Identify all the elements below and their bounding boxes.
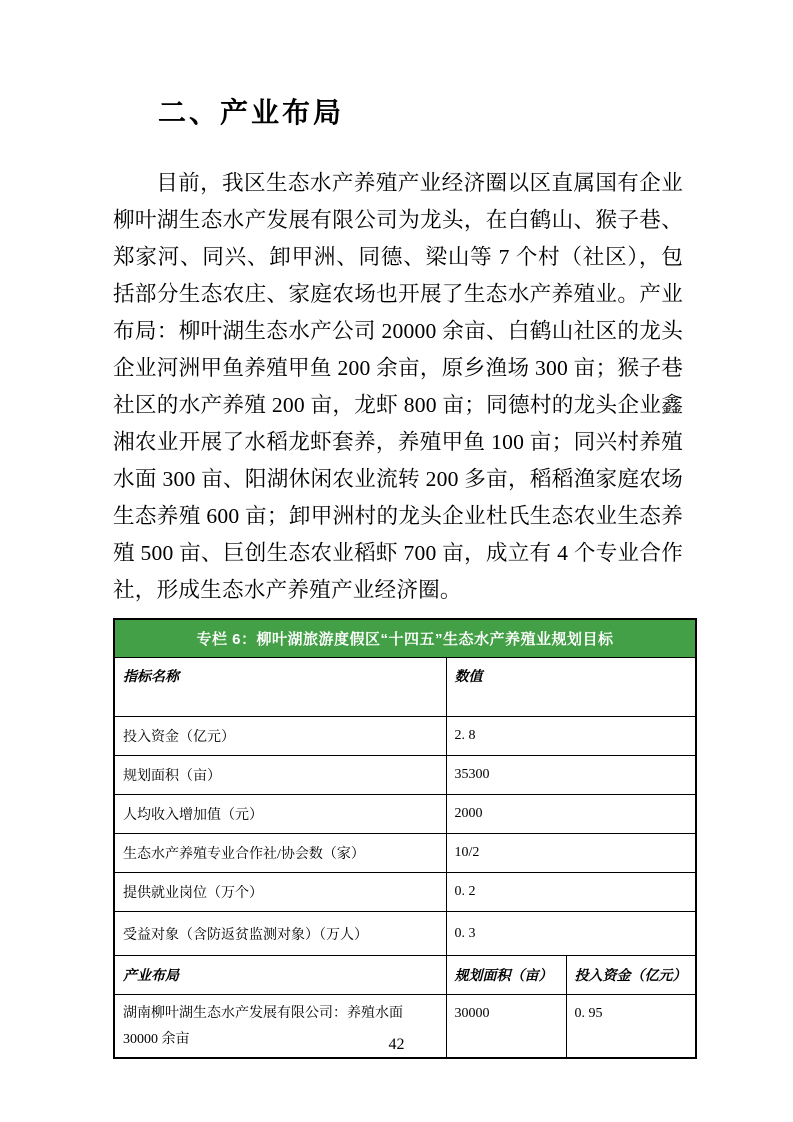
table-row	[114, 717, 696, 756]
indicator-name: 受益对象（含防返贫监测对象）（万人）	[114, 912, 446, 956]
indicator-name: 规划面积（亩）	[114, 756, 446, 795]
table-row	[114, 912, 696, 956]
part2-header-row	[114, 956, 696, 995]
section-heading: 二、产业布局	[158, 96, 345, 129]
column-header-layout: 产业布局	[114, 956, 446, 995]
column-header-indicator: 指标名称	[114, 658, 446, 717]
indicator-value: 2000	[446, 795, 696, 834]
indicator-name: 投入资金（亿元）	[114, 717, 446, 756]
plan-table	[113, 618, 697, 1059]
indicator-value: 35300	[446, 756, 696, 795]
table-row	[114, 873, 696, 912]
document-page	[113, 0, 695, 1059]
area-value: 30000	[446, 995, 566, 1059]
part1-header-row	[114, 658, 696, 717]
body-paragraph: 目前，我区生态水产养殖产业经济圈以区直属国有企业柳叶湖生态水产发展有限公司为龙头，在白鹤山、猴子巷、郑家河、同兴、卸甲洲、同德、梁山等 7 个村（社区），包括部分生态农庄、家庭农场也开展了生态水产养殖业。产业布局：柳叶湖生态水产公司 20000 余亩、白鹤山社区的龙头企业河洲甲鱼养殖甲鱼 200 余亩，原乡渔场 300 亩；猴子巷社区的水产养殖 200 亩，龙虾 800 亩；同德村的龙头企业鑫湘农业开展了水稻龙虾套养，养殖甲鱼 100 亩；同兴村养殖水面 300 亩、阳湖休闲农业流转 200 多亩，稻稻渔家庭农场生态养殖 600 亩；卸甲洲村的龙头企业杜氏生态农业生态养殖 500 亩、巨创生态农业稻虾 700 亩，成立有 4 个专业合作社，形成生态水产养殖产业经济圈。	[113, 171, 683, 602]
indicator-name: 人均收入增加值（元）	[114, 795, 446, 834]
indicator-value: 10/2	[446, 834, 696, 873]
column-header-funding: 投入资金（亿元）	[566, 956, 696, 995]
table-banner-title: 专栏 6：柳叶湖旅游度假区“十四五”生态水产养殖业规划目标	[114, 619, 696, 658]
indicator-name: 提供就业岗位（万个）	[114, 873, 446, 912]
column-header-area: 规划面积（亩）	[446, 956, 566, 995]
indicator-value: 0. 3	[446, 912, 696, 956]
layout-description: 湖南柳叶湖生态水产发展有限公司：养殖水面 30000 余亩	[114, 995, 446, 1059]
funding-value: 0. 95	[566, 995, 696, 1059]
indicator-value: 0. 2	[446, 873, 696, 912]
table-row	[114, 756, 696, 795]
table-row	[114, 795, 696, 834]
page-number: 42	[388, 1036, 405, 1053]
column-header-value: 数值	[446, 658, 696, 717]
table-row	[114, 834, 696, 873]
indicator-value: 2. 8	[446, 717, 696, 756]
table-banner-row	[114, 619, 696, 658]
indicator-name: 生态水产养殖专业合作社/协会数（家）	[114, 834, 446, 873]
